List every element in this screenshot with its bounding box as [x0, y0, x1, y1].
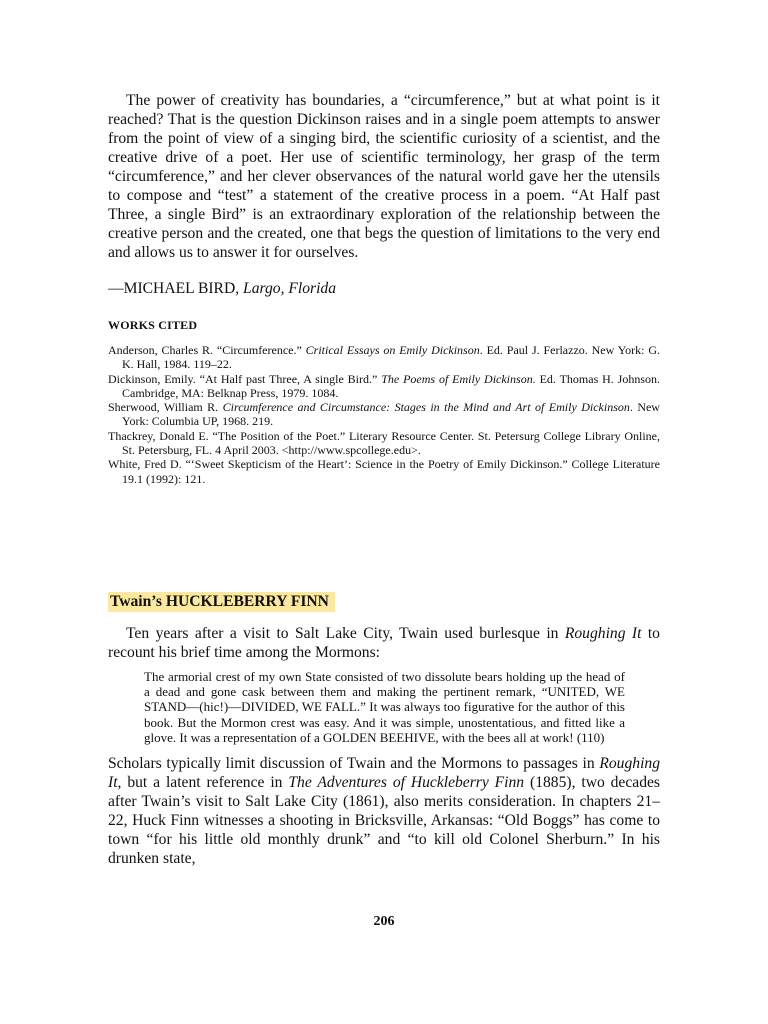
citation-entry: Thackrey, Donald E. “The Position of the Poet.” Literary Resource Center. St. Petersurg College Library Online, St. Petersburg, FL. 4 April 2003. <http://www.spcollege.edu>.	[108, 428, 660, 458]
author-name: —MICHAEL BIRD,	[108, 280, 240, 297]
author-signature	[108, 280, 660, 298]
citation-entry: Dickinson, Emily. “At Half past Three, A single Bird.” The Poems of Emily Dickinson. Ed. Thomas H. Johnson. Cambridge, MA: Belknap Press, 1979. 1084.	[108, 371, 660, 400]
section-body: Scholars typically limit discussion of Twain and the Mormons to passages in Roughing It, but a latent reference in The Adventures of Huckleberry Finn (1885), two decades after Twain’s visit to Salt Lake City (1861), also merits consideration. In chapters 21–22, Huck Finn witnesses a shooting in Bricksville, Arkansas: “Old Boggs” has come to town “for his little old monthly drunk” and “to kill old Colonel Sherburn.” In his drunken state,	[108, 755, 660, 868]
section-intro: Ten years after a visit to Salt Lake City, Twain used burlesque in Roughing It to recount his brief time among the Mormons:	[108, 625, 660, 661]
works-cited-heading: WORKS CITED	[108, 318, 198, 332]
essay-paragraph: The power of creativity has boundaries, a “circumference,” but at what point is it reached? That is the question Dickinson raises and in a single poem attempts to answer from the point of view of a singing bird, the scientific curiosity of a scientist, and the creative drive of a poet. Her use of scientific terminology, her grasp of the term “circumference,” and her clever observances of the natural world gave her the utensils to compose and “test” a statement of the creative process in a poem. “At Half past Three, a single Bird” is an extraordinary exploration of the relationship between the creative person and the created, one that begs the question of limitations to the very end and allows us to answer it for ourselves.	[108, 92, 660, 261]
block-quote: The armorial crest of my own State consisted of two dissolute bears holding up the head of a dead and gone cask between them and making the pertinent remark, “UNITED, WE STAND—(hic!)—DIVIDED, WE FALL.” It was always too figurative for the author of this book. But the Mormon crest was easy. And it was simple, unostentatious, and fitted like a glove. It was a representation of a GOLDEN BEEHIVE, with the bees all at work! (110)	[144, 669, 625, 745]
page-number: 206	[373, 914, 395, 929]
citation-entry: White, Fred D. “‘Sweet Skepticism of the Heart’: Science in the Poetry of Emily Dickinson.” College Literature 19.1 (1992): 121.	[108, 457, 660, 486]
citation-entry: Anderson, Charles R. “Circumference.” Critical Essays on Emily Dickinson. Ed. Paul J. Ferlazzo. New York: G. K. Hall, 1984. 119–22.	[108, 343, 661, 372]
section-heading: Twain’s HUCKLEBERRY FINN	[108, 592, 335, 612]
citation-entry: Sherwood, William R. Circumference and Circumstance: Stages in the Mind and Art of Emily Dickinson. New York: Columbia UP, 1968. 219.	[108, 400, 660, 429]
author-location: Largo, Florida	[243, 280, 337, 297]
essay-conclusion	[108, 91, 660, 486]
twain-section	[108, 624, 660, 868]
works-cited-list	[108, 343, 660, 486]
